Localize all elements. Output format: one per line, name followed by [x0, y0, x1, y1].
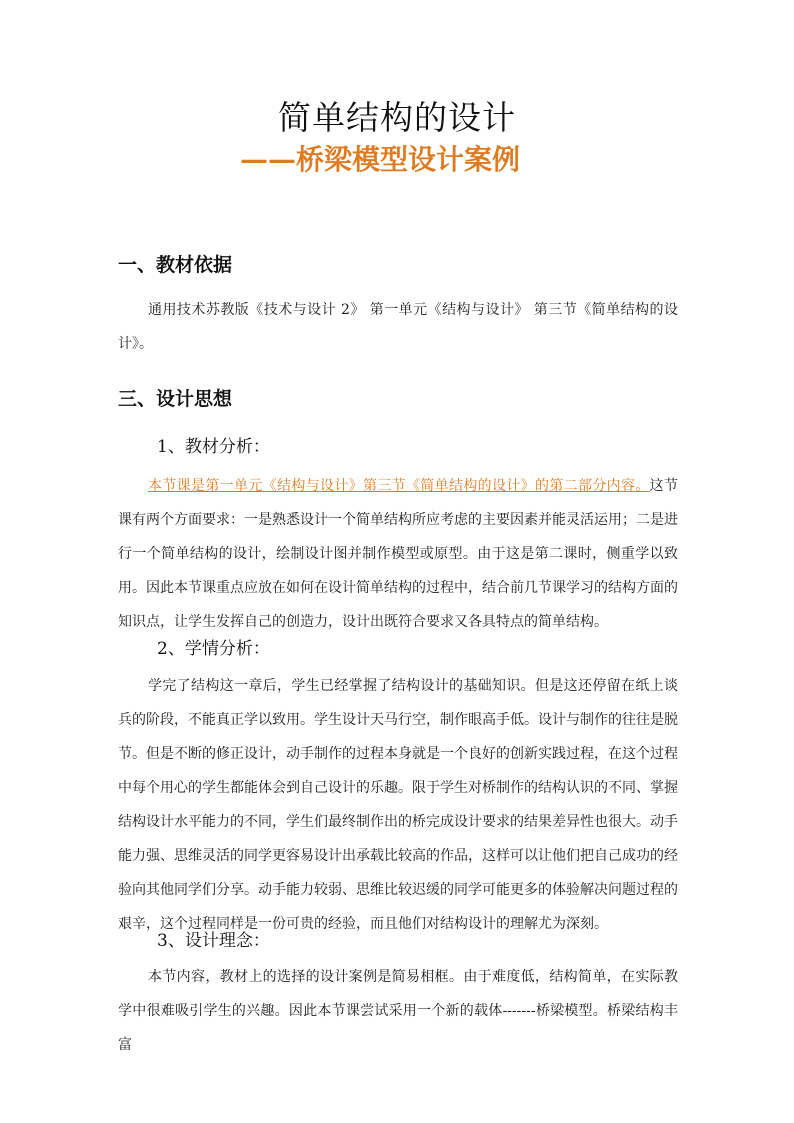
section-heading-textbook-basis: 一、教材依据: [118, 254, 233, 276]
document-title: 简单结构的设计: [278, 98, 516, 137]
section-heading-design-thinking: 三、设计思想: [118, 388, 233, 410]
textbook-basis-paragraph: 通用技术苏教版《技术与设计 2》 第一单元《结构与设计》 第三节《简单结构的设计》。: [118, 302, 678, 352]
learner-analysis-paragraph: 学完了结构这一章后，学生已经掌握了结构设计的基础知识。但是这还停留在纸上谈兵的阶段，不能真正学以致用。学生设计天马行空，制作眼高手低。设计与制作的往往是脱节。但是不断的修正设计，动手制作的过程本身就是一个良好的创新实践过程，在这个过程中每个用心的学生都能体会到自己设计的乐趣。限于学生对桥制作的结构认识的不同、掌握结构设计水平能力的不同，学生们最终制作出的桥完成设计要求的结果差异性也很大。动手能力强、思维灵活的同学更容易设计出承载比较高的作品，这样可以让他们把自己成功的经验向其他同学们分享。动手能力较弱、思维比较迟缓的同学可能更多的体验解决问题过程的艰辛，这个过程同样是一份可贵的经验，而且他们对结构设计的理解尤为深刻。: [118, 678, 678, 932]
highlighted-text: 本节课是第一单元《结构与设计》第三节《简单结构的设计》的第二部分内容。: [148, 478, 650, 494]
design-concept-paragraph: 本节内容，教材上的选择的设计案例是简易相框。由于难度低，结构简单，在实际教学中很难吸引学生的兴趣。因此本节课尝试采用一个新的载体-------桥梁模型。桥梁结构丰富: [118, 969, 678, 1053]
subheading-learner-analysis: 2、学情分析：: [157, 639, 270, 659]
document-subtitle: ——桥梁模型设计案例: [240, 143, 521, 176]
textbook-analysis-paragraph: [118, 469, 678, 639]
textbook-analysis-text: 这节课有两个方面要求：一是熟悉设计一个简单结构所应考虑的主要因素并能灵活运用；二是进行一个简单结构的设计，绘制设计图并制作模型或原型。由于这是第二课时，侧重学以致用。因此本节课重点应放在如何在设计简单结构的过程中，结合前几节课学习的结构方面的知识点，让学生发挥自己的创造力，设计出既符合要求又各具特点的简单结构。: [118, 478, 679, 630]
subheading-textbook-analysis: 1、教材分析：: [157, 437, 270, 457]
subheading-design-concept: 3、设计理念：: [157, 931, 270, 951]
